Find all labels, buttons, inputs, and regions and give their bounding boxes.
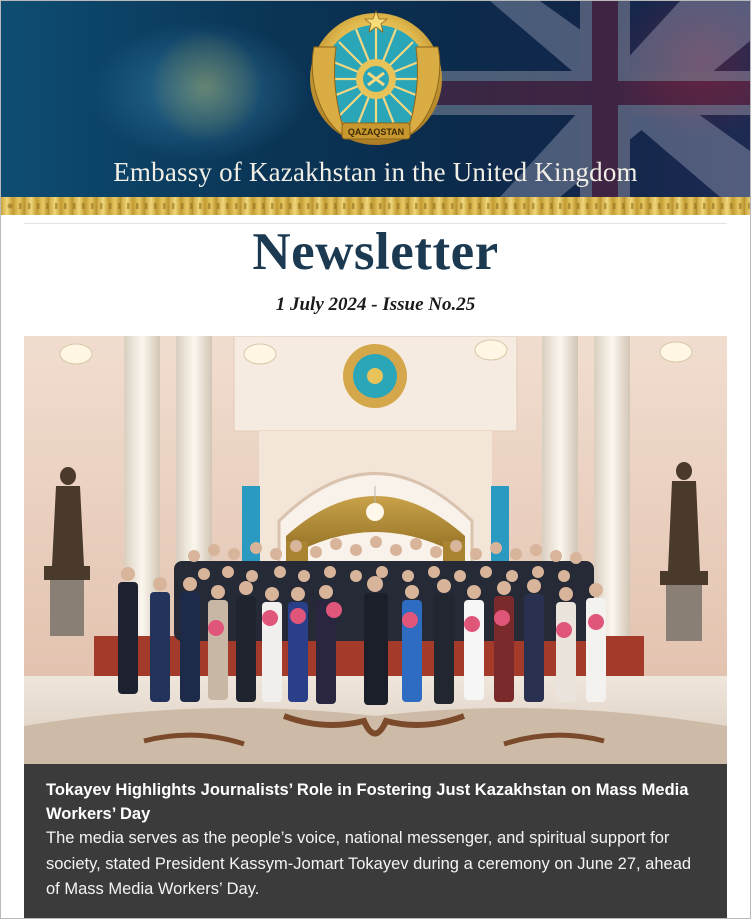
embassy-title: Embassy of Kazakhstan in the United Kingdom — [113, 157, 638, 187]
flag-sun-decoration — [151, 31, 261, 141]
issue-date-line: 1 July 2024 - Issue No.25 — [275, 294, 476, 315]
ornament-strip — [1, 197, 750, 215]
header-banner — [1, 1, 750, 197]
article-summary: The media serves as the people’s voice, national messenger, and spiritual support for society, stated President Kassym-Jomart Tokayev during a ceremony on June 27, ahead of Mass Media Workers’ Day. — [46, 829, 692, 898]
newsletter-heading: Newsletter — [252, 223, 499, 281]
article-title[interactable]: Tokayev Highlights Journalists’ Role in Fostering Just Kazakhstan on Mass Media Workers’ Day — [46, 781, 689, 823]
ceremony-photo-illustration — [24, 336, 727, 764]
emblem-lettering: QAZAQSTAN — [347, 127, 405, 137]
article-caption — [24, 764, 727, 918]
kazakhstan-emblem-icon — [306, 7, 446, 155]
hero-photo[interactable] — [24, 336, 727, 764]
